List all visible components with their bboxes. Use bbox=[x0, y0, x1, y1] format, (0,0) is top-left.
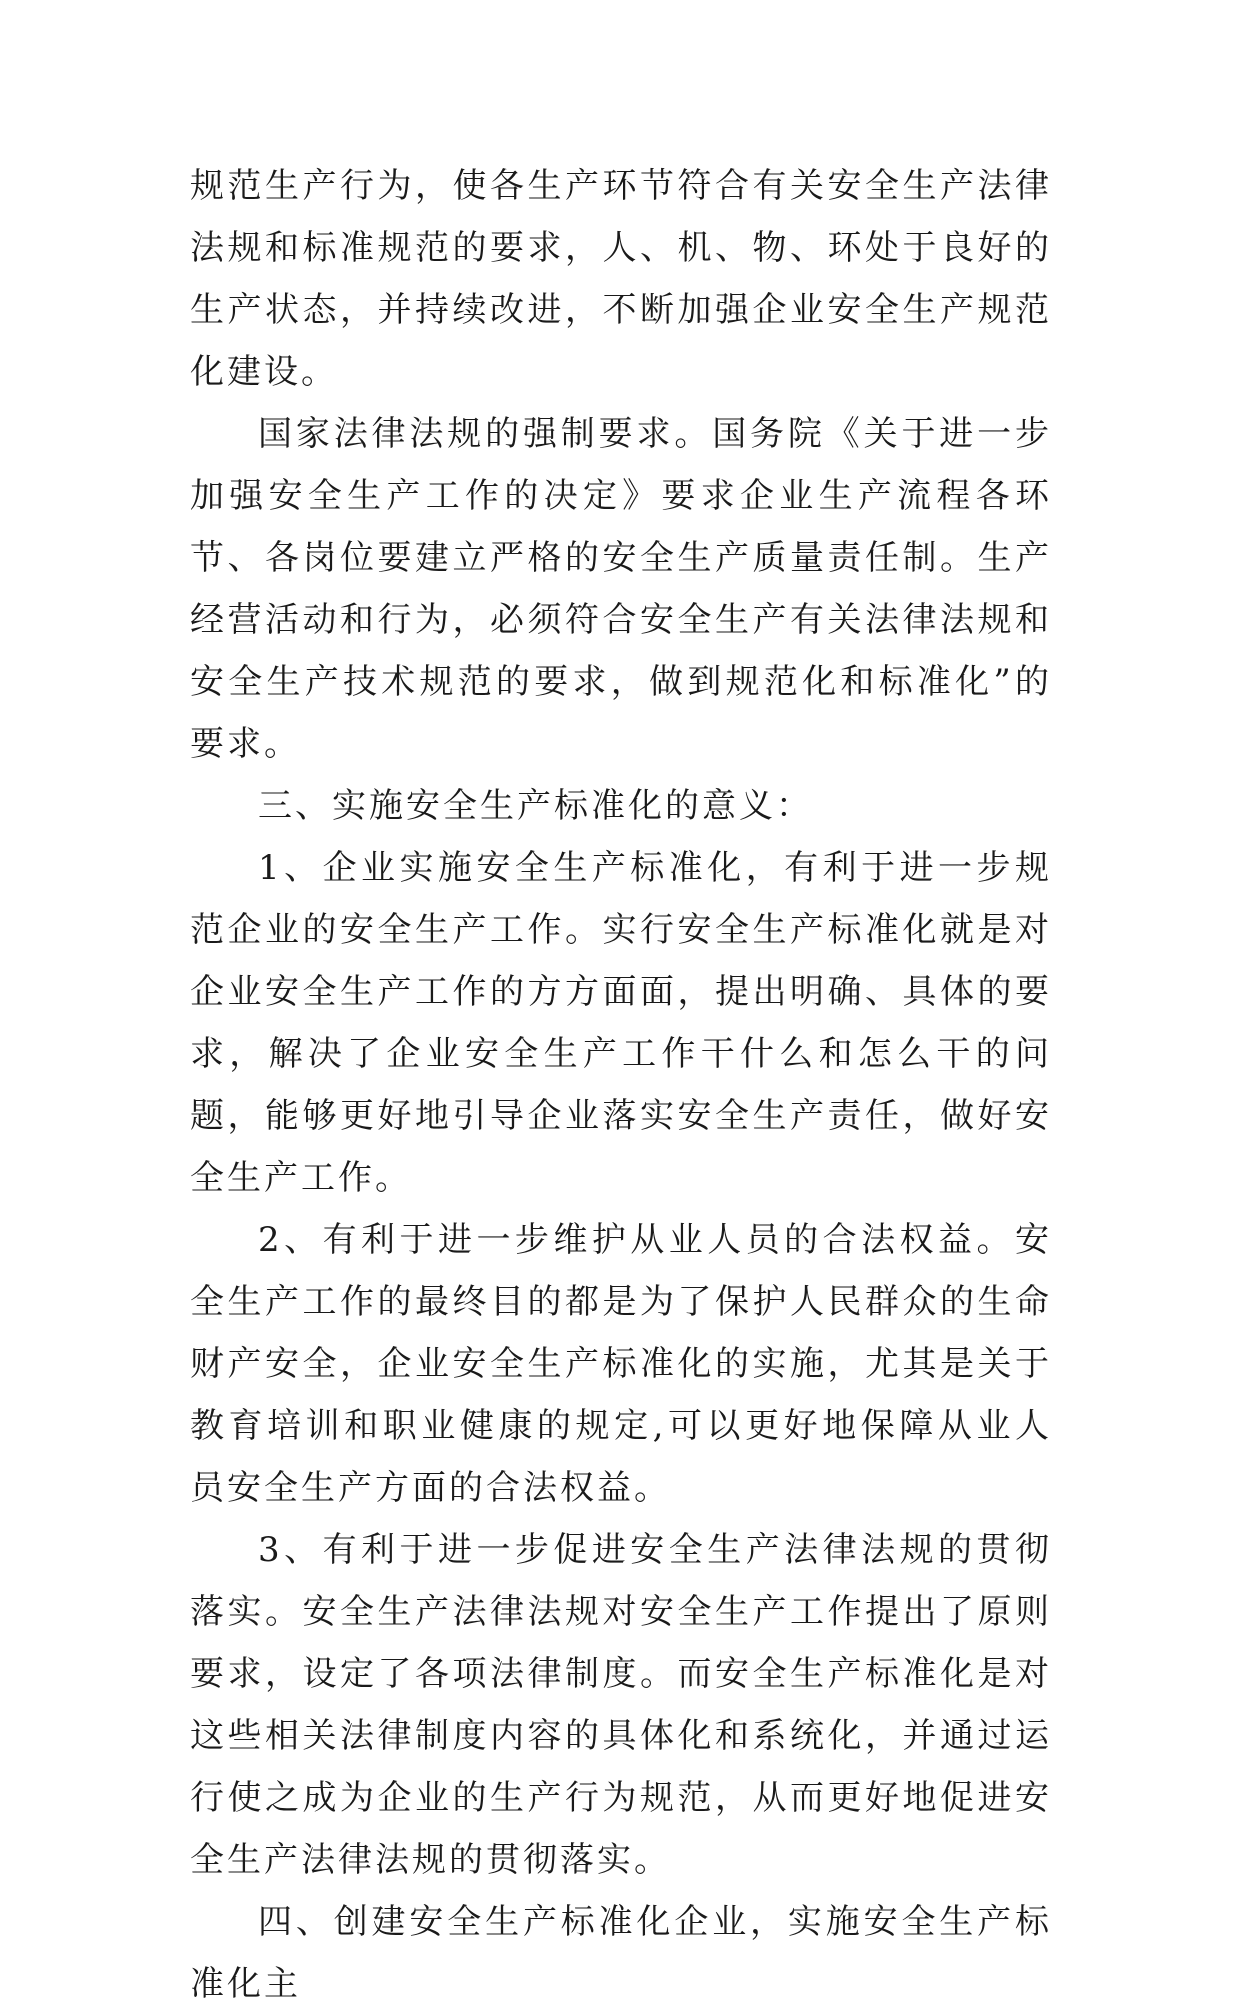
paragraph-2: 国家法律法规的强制要求。国务院《关于进一步加强安全生产工作的决定》要求企业生产流程各环节、各岗位要建立严格的安全生产质量责任制。生产经营活动和行为，必须符合安全生产有关法律法规和安全生产技术规范的要求，做到规范化和标准化”的要求。 bbox=[190, 414, 1052, 764]
section-heading-4: 四、创建安全生产标准化企业，实施安全生产标准化主 bbox=[190, 1902, 1052, 2004]
paragraph-point-3: 3、有利于进一步促进安全生产法律法规的贯彻落实。安全生产法律法规对安全生产工作提出了原则要求，设定了各项法律制度。而安全生产标准化是对这些相关法律制度内容的具体化和系统化，并通过运行使之成为企业的生产行为规范，从而更好地促进安全生产法律法规的贯彻落实。 bbox=[190, 1530, 1052, 1880]
section-heading-3: 三、实施安全生产标准化的意义： bbox=[258, 786, 813, 826]
paragraph-1: 规范生产行为，使各生产环节符合有关安全生产法律法规和标准规范的要求，人、机、物、环处于良好的生产状态，并持续改进，不断加强企业安全生产规范化建设。 bbox=[190, 166, 1052, 392]
paragraph-point-1: 1、企业实施安全生产标准化，有利于进一步规范企业的安全生产工作。实行安全生产标准化就是对企业安全生产工作的方方面面，提出明确、具体的要求，解决了企业安全生产工作干什么和怎么干的问题，能够更好地引导企业落实安全生产责任，做好安全生产工作。 bbox=[190, 848, 1052, 1198]
paragraph-point-2: 2、有利于进一步维护从业人员的合法权益。安全生产工作的最终目的都是为了保护人民群众的生命财产安全，企业安全生产标准化的实施，尤其是关于教育培训和职业健康的规定,可以更好地保障从业人员安全生产方面的合法权益。 bbox=[190, 1220, 1052, 1508]
document-body bbox=[190, 155, 1052, 2015]
